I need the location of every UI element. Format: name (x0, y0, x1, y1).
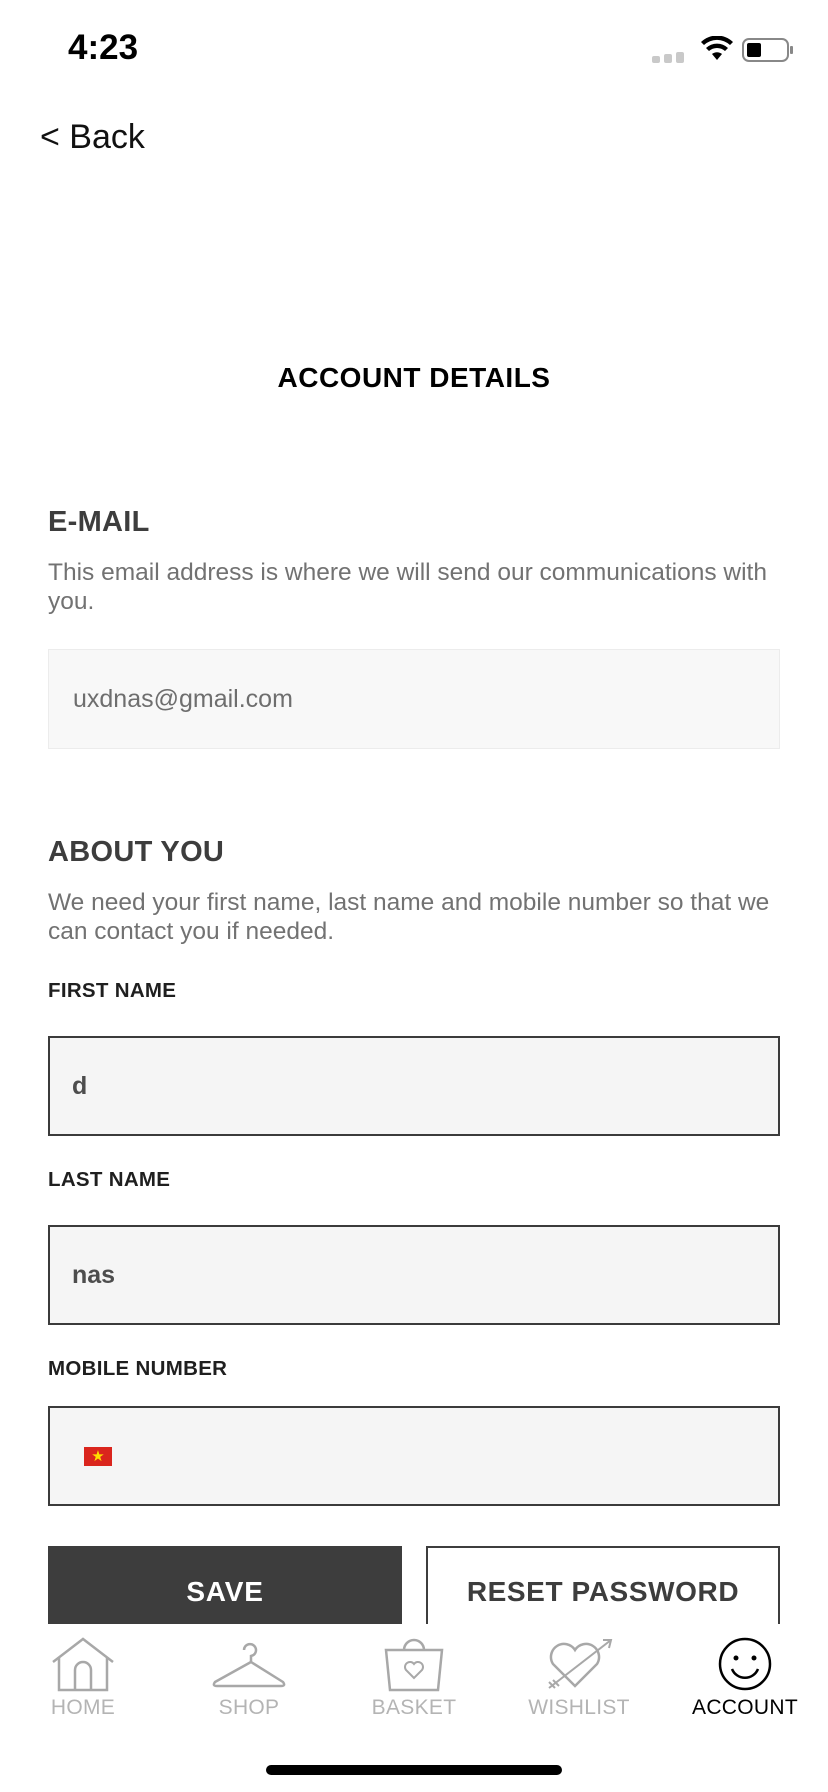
status-time: 4:23 (68, 28, 139, 67)
email-section-heading: E-MAIL (48, 506, 150, 538)
tab-wishlist[interactable] (496, 1624, 662, 1724)
tab-basket[interactable] (331, 1624, 497, 1724)
first-name-field[interactable] (48, 1036, 780, 1136)
last-name-value: nas (72, 1260, 116, 1289)
smiley-icon (715, 1636, 775, 1692)
status-bar (0, 0, 828, 100)
last-name-field[interactable] (48, 1225, 780, 1325)
tab-account[interactable] (662, 1624, 828, 1724)
about-section-heading: ABOUT YOU (48, 836, 225, 868)
save-button[interactable]: SAVE (48, 1546, 402, 1650)
back-button[interactable]: < Back (40, 118, 145, 156)
tab-account-label: ACCOUNT (692, 1696, 798, 1719)
email-value: uxdnas@gmail.com (73, 684, 293, 713)
email-section-description: This email address is where we will send our communications with you. (48, 559, 767, 615)
first-name-label: FIRST NAME (48, 979, 177, 1002)
cellular-signal-icon (652, 52, 684, 63)
tab-basket-label: BASKET (371, 1696, 457, 1719)
about-section-description: We need your first name, last name and mobile number so that we can contact you if needed. (48, 889, 770, 945)
heart-arrow-icon (543, 1636, 615, 1692)
first-name-value: d (72, 1071, 88, 1100)
email-field[interactable] (48, 649, 780, 749)
reset-password-button[interactable]: RESET PASSWORD (426, 1546, 780, 1650)
tab-shop[interactable] (166, 1624, 332, 1724)
last-name-label: LAST NAME (48, 1168, 171, 1191)
hanger-icon (211, 1636, 287, 1692)
tab-wishlist-label: WISHLIST (528, 1696, 630, 1719)
battery-icon (742, 38, 794, 62)
vietnam-flag-icon[interactable]: ★ (84, 1447, 112, 1466)
mobile-number-field[interactable] (48, 1406, 780, 1506)
home-indicator[interactable] (266, 1765, 562, 1775)
bag-icon (382, 1636, 446, 1692)
tab-home[interactable] (0, 1624, 166, 1724)
wifi-icon (700, 36, 734, 62)
tab-shop-label: SHOP (218, 1696, 280, 1719)
home-icon (49, 1636, 117, 1692)
page-title: ACCOUNT DETAILS (277, 362, 551, 393)
mobile-number-label: MOBILE NUMBER (48, 1357, 228, 1380)
tab-home-label: HOME (50, 1696, 116, 1719)
